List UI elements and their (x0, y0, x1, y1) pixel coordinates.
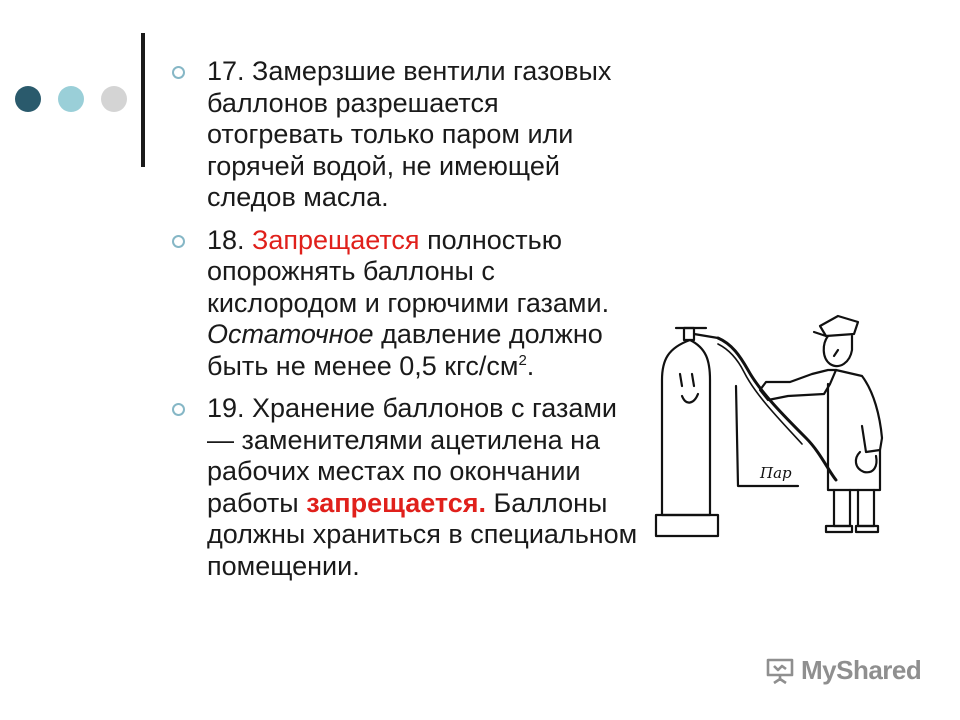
steam-label: Пар (760, 464, 792, 482)
bullet-icon (172, 403, 185, 416)
item-18-italic: Остаточное (207, 319, 374, 349)
list-item-19 (172, 393, 642, 582)
dot-dark (15, 86, 41, 112)
item-18-sup: 2 (518, 351, 527, 369)
dot-gray (101, 86, 127, 112)
bullet-icon (172, 66, 185, 79)
item-17-text: 17. Замерзшие вентили газовых баллонов разрешается отогревать только паром или горячей водой, не имеющей следов масла. (207, 56, 612, 212)
list-item-17 (172, 56, 642, 214)
item-18-mid: полностью опорожнять баллоны с кислородом и горючими газами. (207, 224, 610, 318)
item-19-text1: 19. Хранение баллонов с газами — заменителями ацетилена на рабочих местах по окончании работы (207, 393, 617, 518)
worker-icon (760, 316, 882, 532)
item-18-prefix: 18. (207, 224, 253, 255)
item-18-tail: давление должно быть не менее 0,5 кгс/см (207, 319, 603, 381)
decorative-dots (15, 86, 127, 112)
item-19-text2: Баллоны должны храниться в специальном помещении. (207, 487, 638, 581)
watermark-logo (765, 655, 921, 686)
list-item-18 (172, 225, 642, 383)
item-18-end: . (526, 350, 535, 381)
watermark-text: MyShared (801, 655, 922, 685)
item-19-prohibited: запрещается. (306, 487, 487, 518)
presentation-board-icon (765, 656, 795, 686)
bullet-icon (172, 235, 185, 248)
item-18-prohibited: Запрещается (252, 224, 420, 255)
vertical-divider (141, 33, 145, 167)
worker-cylinder-illustration (648, 300, 893, 540)
dot-teal (58, 86, 84, 112)
slide-content (172, 56, 642, 593)
gas-cylinder-icon (656, 328, 718, 536)
